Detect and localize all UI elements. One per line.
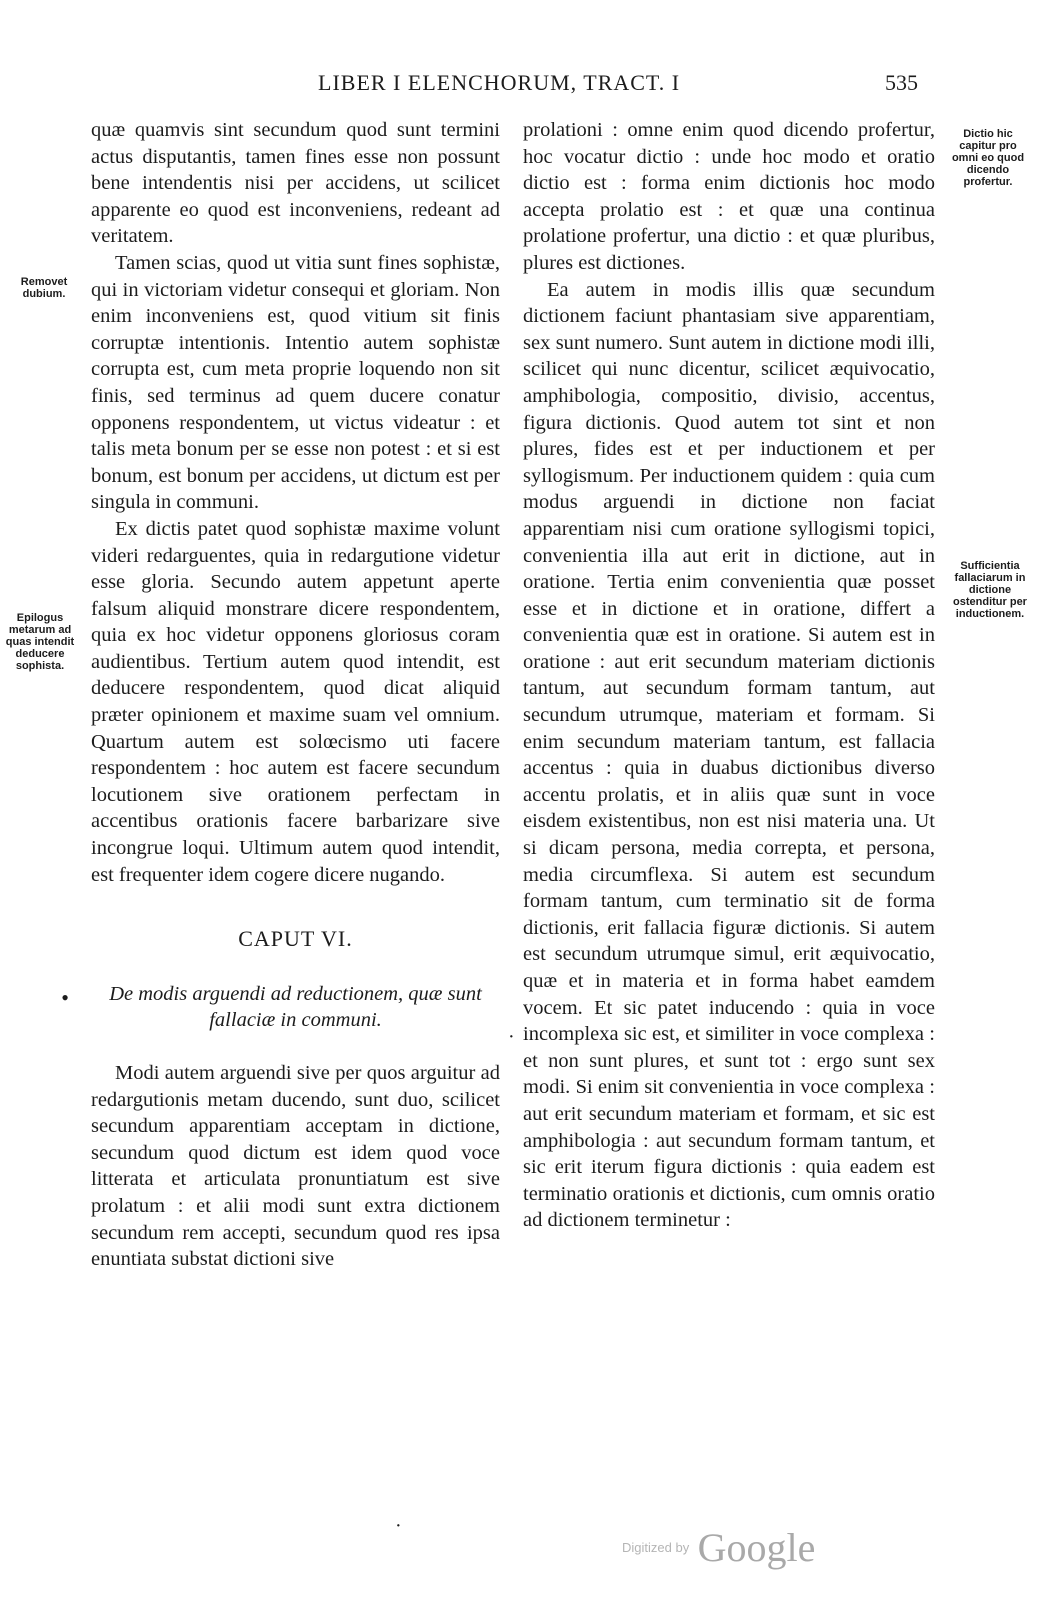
margin-note-removet: Removet dubium. [20, 276, 68, 300]
running-title: LIBER I ELENCHORUM, TRACT. I [318, 70, 681, 95]
chapter-subtitle-text: De modis arguendi ad reductionem, quæ sunt fallaciæ in communi. [109, 982, 482, 1032]
watermark-prefix: Digitized by [622, 1540, 690, 1555]
google-watermark [622, 1524, 815, 1571]
left-paragraph-2: Tamen scias, quod ut vitia sunt fines sophistæ, qui in victoriam videtur consequi et gloriam. Non enim inconveniens est, quod vitium sit finis corruptæ intentionis. Intentio autem sophistæ corrupta est, cum meta proprie loquendo non sit finis, sed terminus ad quem ducere conatur opponens respondentem, ut victus videatur : et talis meta bonum per se esse non potest : et si est bonum, est bonum per accidens, ut dictum est per singula in communi. [91, 251, 500, 514]
page-number: 535 [885, 70, 918, 95]
chapter-subtitle [61, 981, 500, 1034]
stray-mark: · [395, 1515, 402, 1537]
left-paragraph-1: quæ quamvis sint secundum quod sunt termini actus disputantis, tamen fines esse non possunt bene intendentis nisi per accidens, ut scilicet apparente eo quod est inconveniens, redeant ad veritatem. [91, 119, 500, 248]
stray-mark: · [508, 1026, 515, 1048]
margin-note-sufficientia: Sufficientia fallaciarum in dictione ostenditur per inductionem. [953, 560, 1027, 620]
bullet-mark: • [61, 984, 69, 1010]
left-column [61, 117, 500, 1273]
left-paragraph-3: Ex dictis patet quod sophistæ maxime volunt videri redarguentes, quia in redargutione videtur esse gloria. Secundo autem appetunt aperte falsum aliquid monstrare dicere respondentem, quia ex hoc videtur opponens gloriosus coram audientibus. Tertium autem quod intendit, est deducere respondentem, quod dicat aliquid præter opinionem et maxime suam vel omnium. Quartum autem est solœcismo uti facere respondentem : hoc autem est facere secundum locutionem sive orationem perfectam in accentibus orationis facere barbarizare sive incongrue loqui. Ultimum autem quod intendit, est frequenter idem cogere dicere nugando. [91, 517, 500, 886]
margin-note-epilogus: Epilogus metarum ad quas intendit deducere sophista. [5, 612, 75, 672]
right-column [523, 117, 935, 1234]
right-paragraph-2: Ea autem in modis illis quæ secundum dictionem faciunt phantasiam sive apparentiam, sex sunt numero. Sunt autem in dictione modi illi, scilicet qui nunc dicentur, scilicet æquivocatio, amphibologia, compositio, divisio, accentus, figura dictionis. Quod autem tot sint et non plures, fides est et per inductionem et per syllogismum. Per inductionem quidem : quia cum modus arguendi in dictione non faciat apparentiam nisi cum oratione syllogismi topici, convenientia illa aut erit in dictione, aut in oratione. Tertia enim convenientia quæ posset esse et in dictione et in oratione, differt a convenientia quæ est in oratione. Si autem est in oratione : aut erit secundum materiam dictionis tantum, aut secundum formam tantum, aut secundum utrumque, materiam et formam. Si enim secundum materiam tantum, est fallacia accentus : quia in duabus dictionibus diverso accentu prolatis, et in aliis quæ sunt in voce eisdem existentibus, non est nisi materia una. Ut si dicam persona, media correpta, et persona, media circumflexa. Si autem est secundum formam tantum, cum terminatio sit de forma dictionis, erit fallacia figuræ dictionis. Si autem est secundum utrumque simul, erit æquivocatio, quæ et in materia et in forma habet eamdem vocem. Et sic patet inducendo : quia in voce incomplexa sic est, et similiter in voce complexa : et non sunt plures, et sunt tot : ergo sunt sex modi. Si enim sit convenientia in voce complexa : aut erit secundum materiam et formam, et sic est amphibologia : aut secundum formam tantum, et sic erit iterum figura dictionis : quia eadem est terminatio orationis et dictionis, cum omnis oratio ad dictionem terminetur : [523, 278, 935, 1232]
margin-note-dictio: Dictio hic capitur pro omni eo quod dicendo profertur. [951, 128, 1025, 188]
google-logo: Google [697, 1525, 816, 1570]
right-paragraph-1: prolationi : omne enim quod dicendo profertur, hoc vocatur dictio : unde hoc modo et oratio dictio est : forma enim dictionis hoc modo accepta prolatio est : et quæ una continua prolatione profertur, una dictio : et quæ pluribus, plures est dictiones. [523, 119, 935, 274]
left-paragraph-4: Modi autem arguendi sive per quos arguitur ad redargutionis metam ducendo, sunt duo, scilicet secundum apparentiam acceptam in dictione, secundum quod dictum est idem quod voce litterata et articulata pronuntiatum est sive prolatum : et alii modi sunt extra dictionem secundum rem accepti, secundum quod res ipsa enuntiata substat dictioni sive [91, 1062, 500, 1271]
chapter-title: CAPUT VI. [238, 926, 353, 952]
